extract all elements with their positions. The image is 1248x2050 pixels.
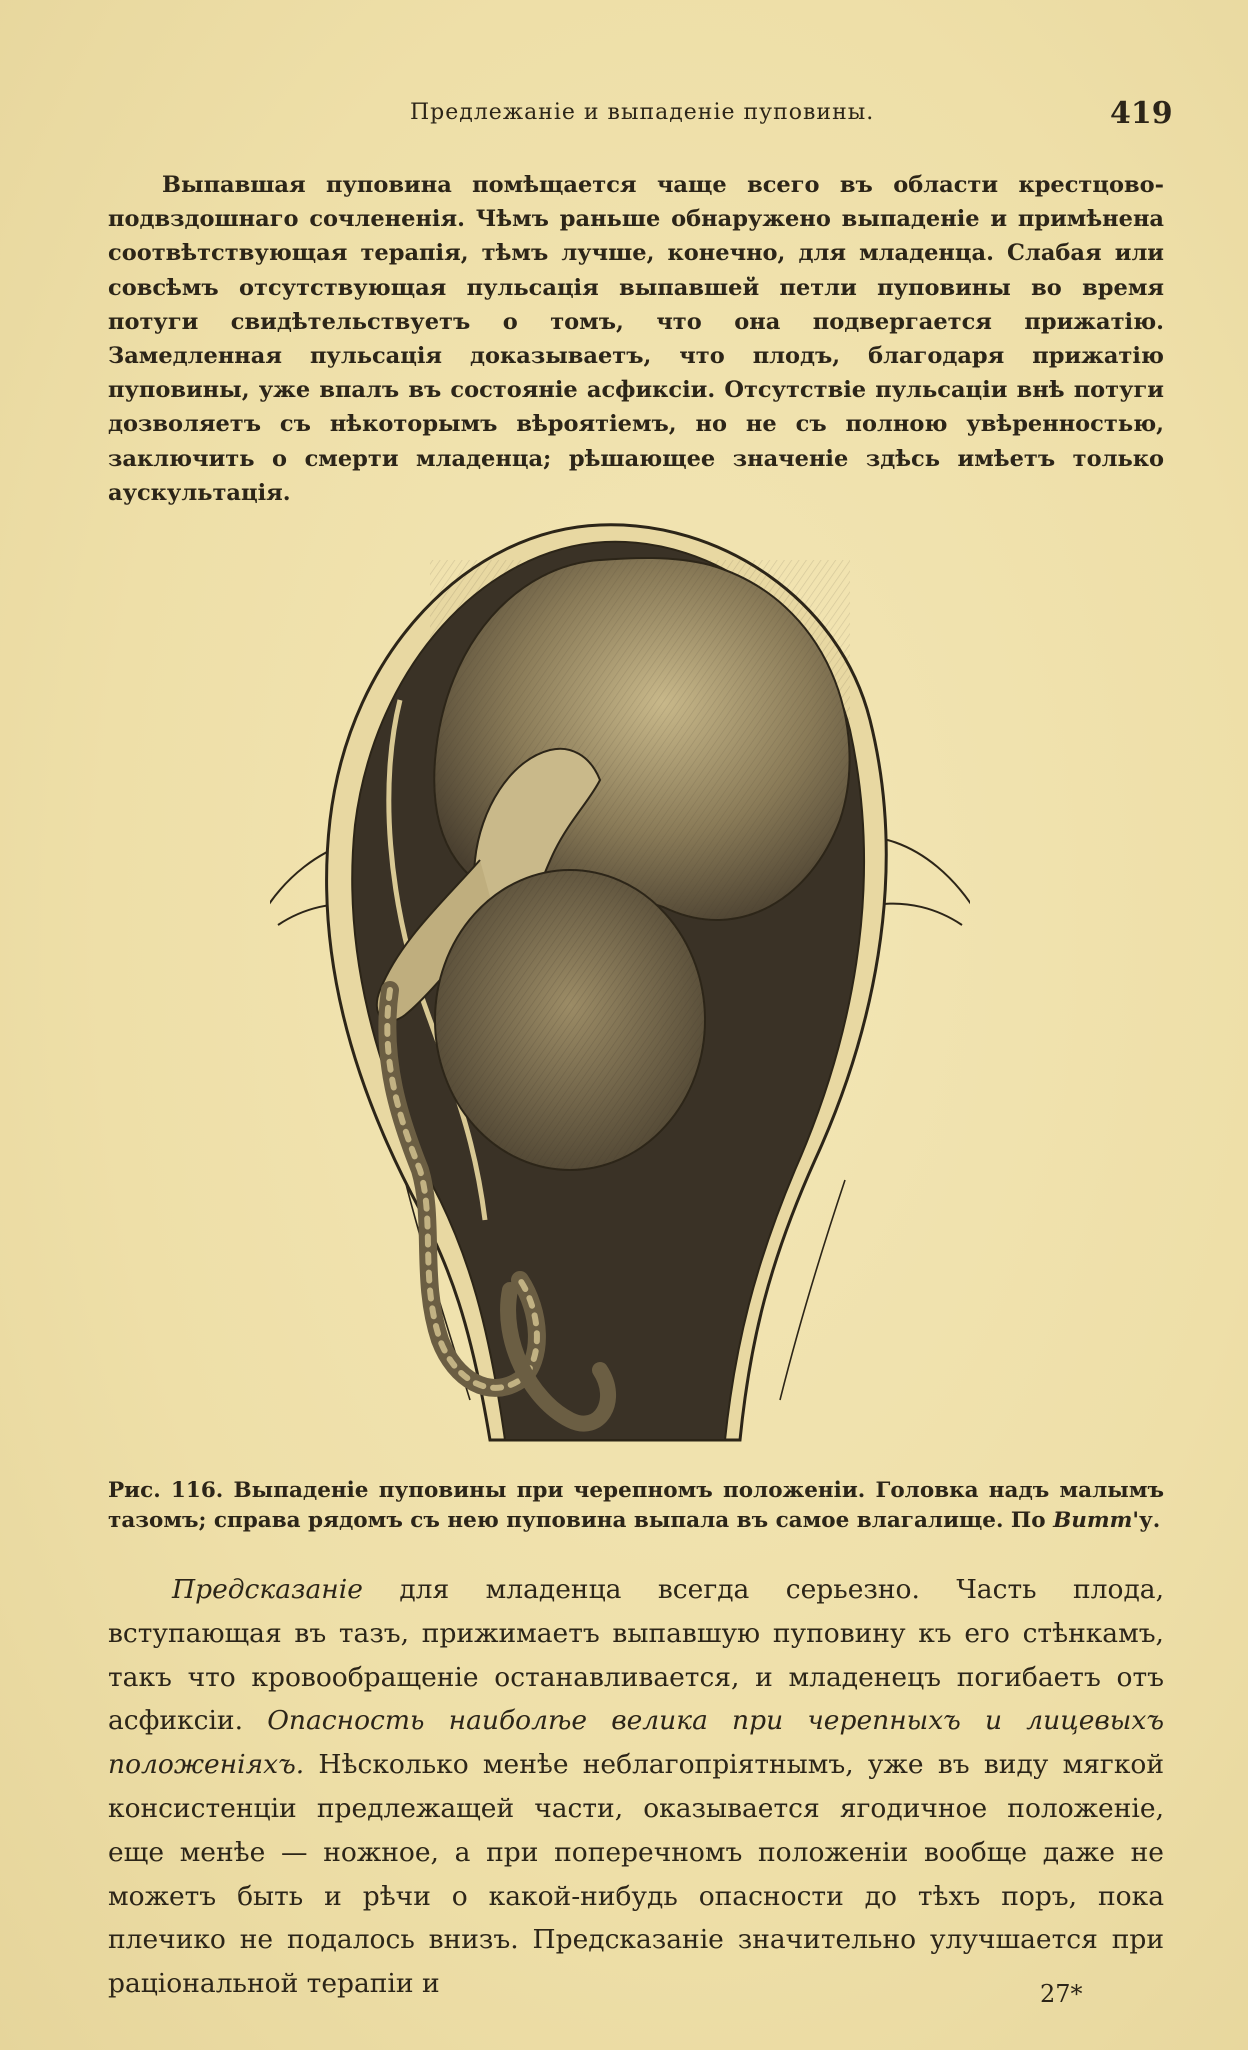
running-header-title: Предлежаніе и выпаденіе пуповины.	[410, 100, 875, 125]
paragraph2-text-a: для младенца всегда серьезно. Часть плода, вступающая въ тазъ, прижимаетъ выпавшую пуповину къ его стѣнкамъ, такъ что кровообращеніе останавливается, и младенецъ погибаетъ отъ асфиксіи.	[108, 1574, 1164, 1737]
figure-illustration	[270, 520, 970, 1460]
emphasis-danger: Опасность наиболѣе велика при черепныхъ и лицевыхъ положеніяхъ.	[108, 1705, 1165, 1781]
caption-text: Рис. 116. Выпаденіе пуповины при черепномъ положеніи. Головка надъ малымъ тазомъ; справа рядомъ съ нею пуповина выпала въ самое влагалище. По	[108, 1478, 1164, 1533]
signature-mark: 27*	[1040, 1980, 1083, 2008]
caption-author: Витт	[1053, 1508, 1133, 1533]
term-prognosis: Предсказаніе	[172, 1574, 363, 1605]
caption-suffix: 'у.	[1132, 1508, 1161, 1533]
figure-caption	[108, 1476, 1164, 1536]
page-number: 419	[1110, 96, 1173, 131]
body-paragraph-1: Выпавшая пуповина помѣщается чаще всего въ области крестцово-подвздошнаго сочлененія. Чѣмъ раньше обнаружено выпаденіе и примѣнена соотвѣтствующая терапія, тѣмъ лучше, конечно, для младенца. Слабая или совсѣмъ отсутствующая пульсація выпавшей петли пуповины во время потуги свидѣтельствуетъ о томъ, что она подвергается прижатію. Замедленная пульсація доказываетъ, что плодъ, благодаря прижатію пуповины, уже впалъ въ состояніе асфиксіи. Отсутствіе пульсаціи внѣ потуги дозволяетъ съ нѣкоторымъ вѣроятіемъ, но не съ полною увѣренностью, заключить о смерти младенца; рѣшающее значеніе здѣсь имѣетъ только аускультація.	[108, 172, 1164, 506]
fetus-uterus-engraving	[270, 520, 970, 1460]
body-paragraph-2	[108, 1568, 1164, 2006]
paragraph2-text-b: Нѣсколько менѣе неблагопріятнымъ, уже въ виду мягкой консистенціи предлежащей части, оказывается ягодичное положеніе, еще менѣе — ножное, а при поперечномъ положеніи вообще даже не можетъ быть и рѣчи о какой-нибудь опасности до тѣхъ поръ, пока плечико не подалось внизъ. Предсказаніе значительно улучшается при раціональной терапіи и	[108, 1749, 1164, 2000]
